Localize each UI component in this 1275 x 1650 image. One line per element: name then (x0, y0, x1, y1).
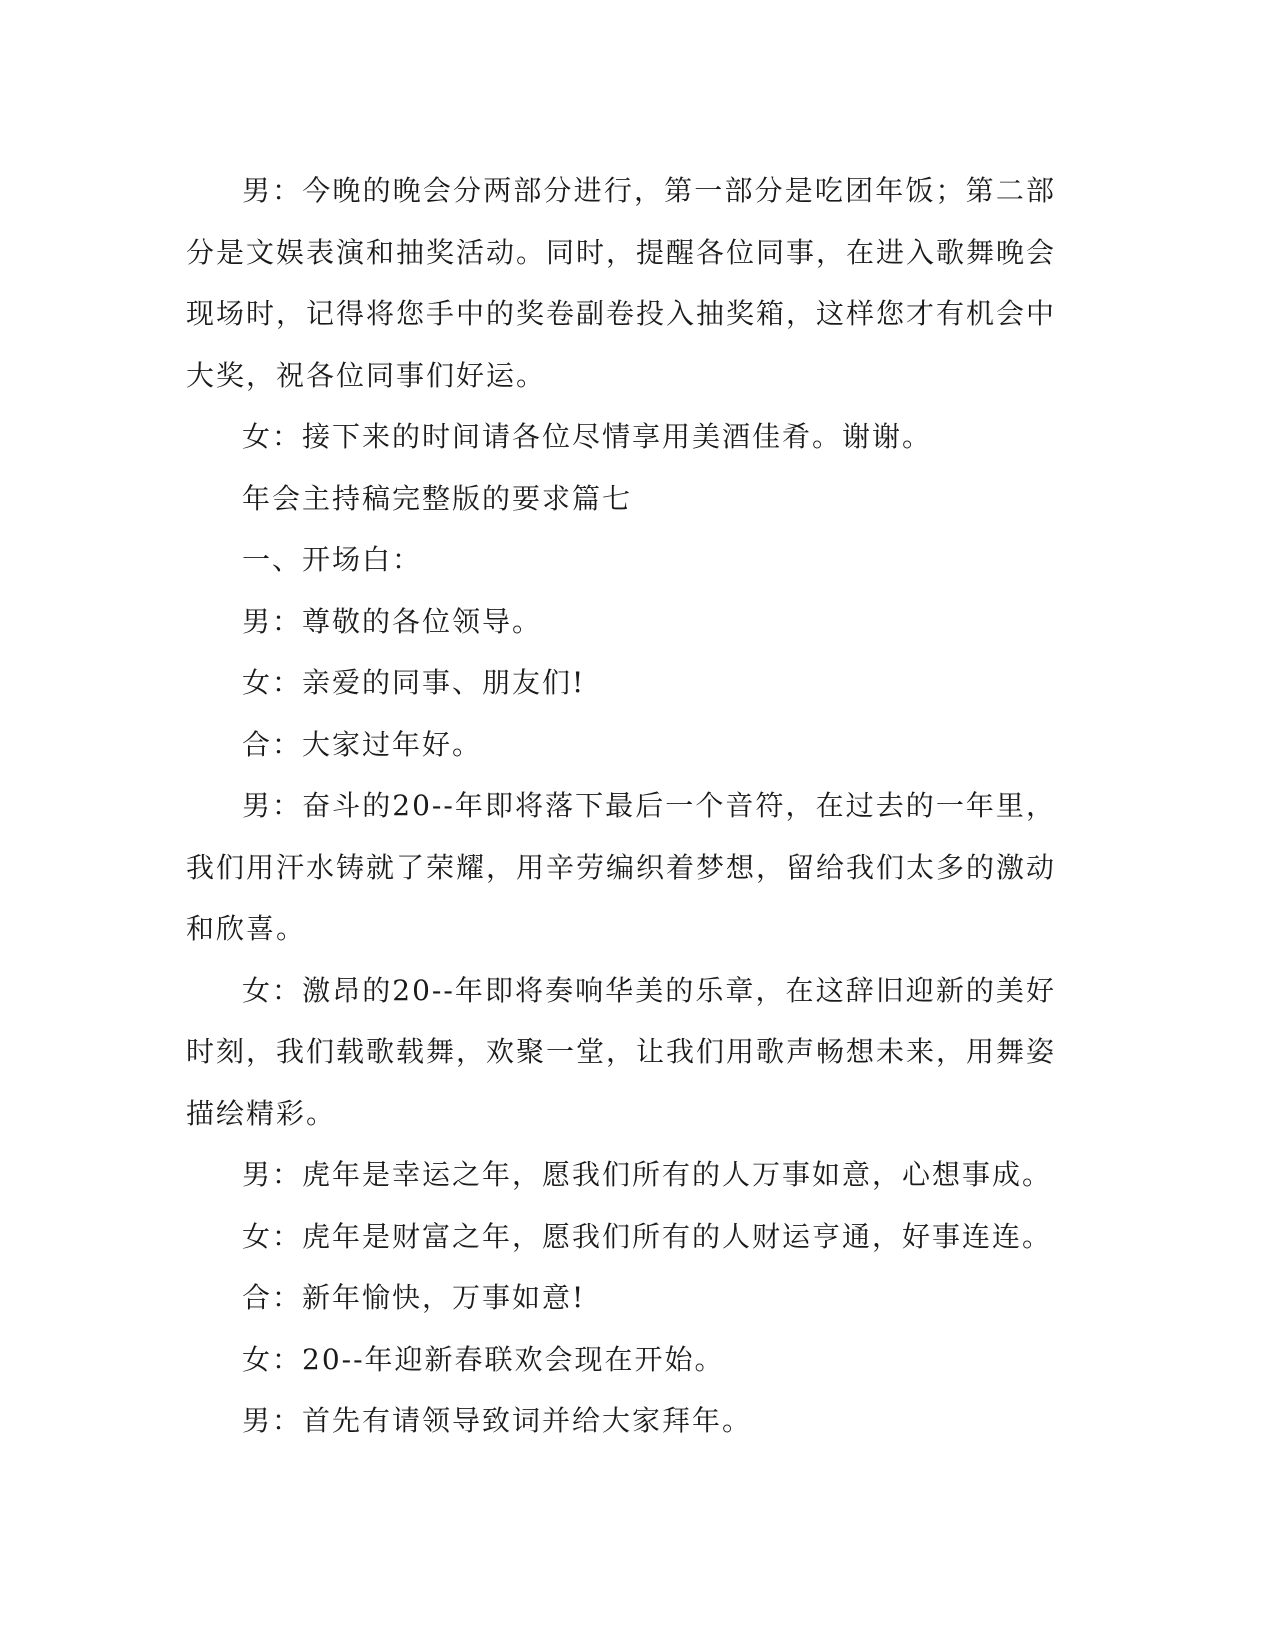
paragraph-year-review: 男：奋斗的20--年即将落下最后一个音符，在过去的一年里，我们用汗水铸就了荣耀，用辛劳编织着梦想，留给我们太多的激动和欣喜。 (186, 789, 1057, 945)
paragraph-wealth-year: 女：虎年是财富之年，愿我们所有的人财运亨通，好事连连。 (242, 1219, 1053, 1253)
paragraph-program-overview: 男：今晚的晚会分两部分进行，第一部分是吃团年饭；第二部分是文娱表演和抽奖活动。同时，提醒各位同事，在进入歌舞晚会现场时，记得将您手中的奖卷副卷投入抽奖箱，这样您才有机会中大奖，祝各位同事们好运。 (186, 174, 1057, 392)
document-body (186, 160, 1056, 1452)
paragraph-gala-start: 女：20--年迎新春联欢会现在开始。 (242, 1342, 725, 1376)
subsection-heading-opening: 一、开场白： (242, 543, 423, 576)
paragraph-enjoy-dinner: 女：接下来的时间请各位尽情享用美酒佳肴。谢谢。 (242, 420, 933, 453)
paragraph-lucky-year: 男：虎年是幸运之年，愿我们所有的人万事如意，心想事成。 (242, 1158, 1053, 1191)
paragraph-greeting-leaders: 男：尊敬的各位领导。 (242, 604, 543, 638)
paragraph-new-year-outlook: 女：激昂的20--年即将奏响华美的乐章，在这辞旧迎新的美好时刻，我们载歌载舞，欢聚一堂，让我们用歌声畅想未来，用舞姿描绘精彩。 (186, 973, 1057, 1130)
paragraph-leader-speech: 男：首先有请领导致词并给大家拜年。 (242, 1404, 753, 1437)
section-heading: 年会主持稿完整版的要求篇七 (242, 481, 633, 515)
paragraph-greeting-colleagues: 女：亲爱的同事、朋友们! (242, 666, 586, 699)
paragraph-new-year-wishes: 合：新年愉快，万事如意! (242, 1281, 586, 1314)
paragraph-greeting-all: 合：大家过年好。 (242, 727, 483, 761)
